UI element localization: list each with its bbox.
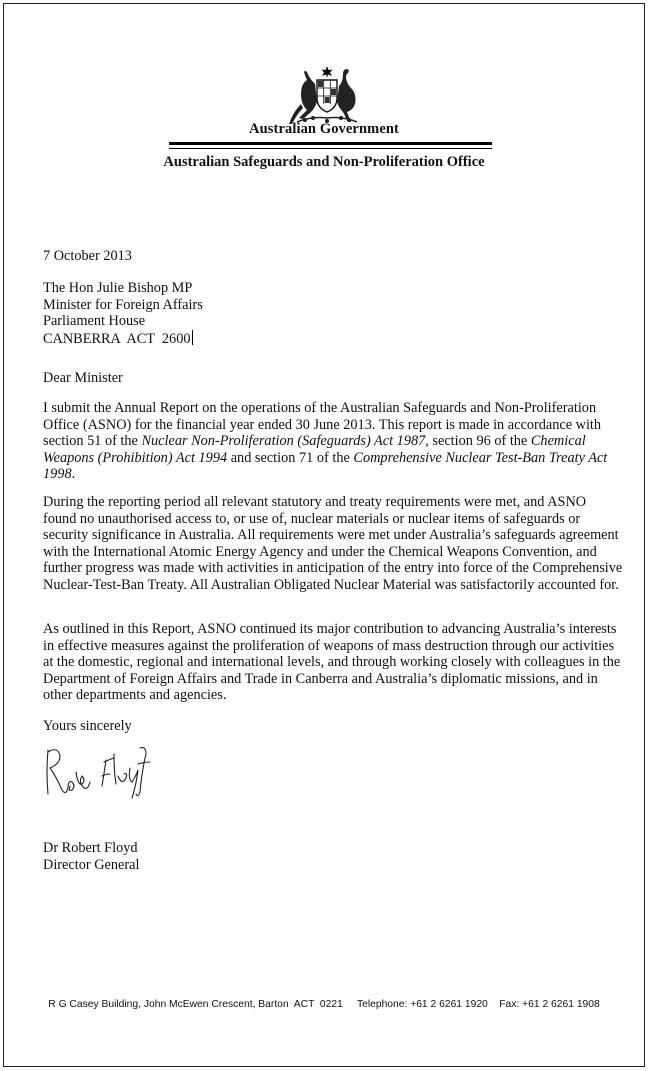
footer-phone: Telephone: +61 2 6261 1920 [356,999,488,1010]
signatory-block [43,840,139,873]
coat-of-arms-icon [287,64,367,128]
government-name: Australian Government [249,121,399,137]
salutation: Dear Minister [43,370,123,386]
paragraph-1: I submit the Annual Report on the operations of the Australian Safeguards and Non-Proliferation Office (ASNO) for the financial year ended 30 June 2013. This report is made in accordance with section 51 of the Nuclear Non-Proliferation (Safeguards) Act 1987, section 96 of the Chemical Weapons (Prohibition) Act 1994 and section 71 of the Comprehensive Nuclear Test-Ban Treaty Act 1998. [43,400,608,482]
letter-date: 7 October 2013 [43,248,132,264]
recipient-name: The Hon Julie Bishop MP [43,280,193,296]
paragraph-3: As outlined in this Report, ASNO continued its major contribution to advancing Australia’s interests in effective measures against the proliferation of weapons of mass destruction through our activities at the domestic, regional and international levels, and through working closely with colleagues in the Department of Foreign Affairs and Trade in Canberra and Australia’s diplomatic missions, and in other departments and agencies. [43,621,621,703]
footer-address: R G Casey Building, John McEwen Crescent, Barton ACT 0221 [48,999,343,1010]
closing: Yours sincerely [43,718,132,734]
signatory-name: Dr Robert Floyd [43,840,138,856]
signature-image [42,742,162,804]
letterhead-divider [169,142,492,149]
footer-fax: Fax: +61 2 6261 1908 [499,999,600,1010]
paragraph-2: During the reporting period all relevant statutory and treaty requirements were met, and ASNO found no unauthorised access to, or use of, nuclear materials or nuclear items of safeguards or security significance in Australia. All requirements were met under Australia’s safeguards agreement with the International Atomic Energy Agency and under the Chemical Weapons Convention, and further progress was made with activities in anticipation of the entry into force of the Comprehensive Nuclear-Test-Ban Treaty. All Australian Obligated Nuclear Material was satisfactorily accounted for. [43,494,623,593]
footer-contact [4,999,644,1010]
recipient-city: CANBERRA ACT 2600 [43,330,191,347]
recipient-building: Parliament House [43,313,146,329]
signatory-title: Director General [43,856,140,873]
recipient-address [43,280,203,347]
recipient-title: Minister for Foreign Affairs [43,296,203,313]
letter-page [3,3,645,1067]
office-name: Australian Safeguards and Non-Proliferation Office [163,154,485,170]
text-cursor [192,330,193,345]
